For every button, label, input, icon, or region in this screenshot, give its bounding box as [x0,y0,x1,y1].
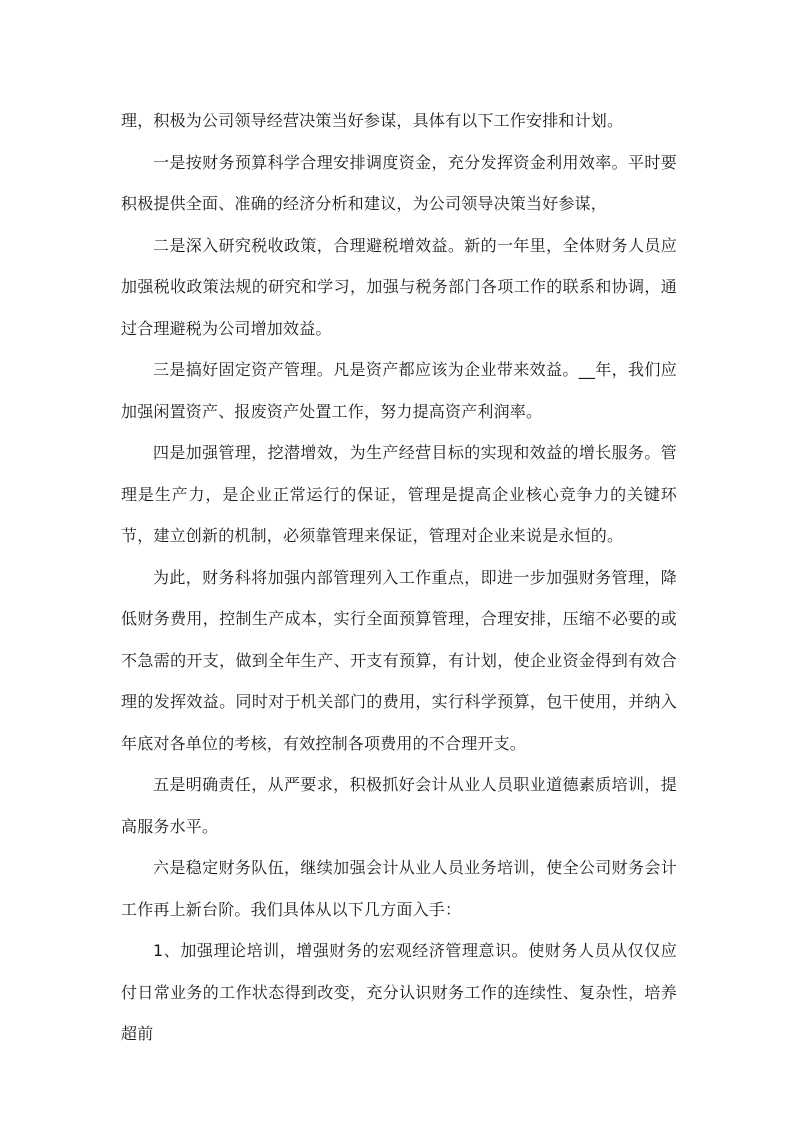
paragraph-5: 四是加强管理，挖潜增效，为生产经营目标的实现和效益的增长服务。管理是生产力，是企业正常运行的保证，管理是提高企业核心竞争力的关键环节，建立创新的机制，必须靠管理来保证，管理对企业来说是永恒的。 [121,443,677,545]
document-body [121,100,677,1055]
paragraph-7: 五是明确责任，从严要求，积极抓好会计从业人员职业道德素质培训，提高服务水平。 [121,775,677,836]
paragraph-1: 理，积极为公司领导经营决策当好参谋，具体有以下工作安排和计划。 [121,111,624,130]
paragraph-8: 六是稳定财务队伍，继续加强会计从业人员业务培训，使全公司财务会计工作再上新台阶。我们具体从以下几方面入手： [121,858,677,919]
paragraph-3: 二是深入研究税收政策，合理避税增效益。新的一年里，全体财务人员应加强税收政策法规的研究和学习，加强与税务部门各项工作的联系和协调，通过合理避税为公司增加效益。 [121,235,677,338]
paragraph-6: 为此，财务科将加强内部管理列入工作重点，即进一步加强财务管理，降低财务费用，控制生产成本，实行全面预算管理，合理安排，压缩不必要的或不急需的开支，做到全年生产、开支有预算，有计划，使企业资金得到有效合理的发挥效益。同时对于机关部门的费用，实行科学预算，包干使用，并纳入年底对各单位的考核，有效控制各项费用的不合理开支。 [121,567,677,753]
paragraph-9: 1、加强理论培训，增强财务的宏观经济管理意识。使财务人员从仅仅应付日常业务的工作状态得到改变，充分认识财务工作的连续性、复杂性，培养超前 [121,941,677,1043]
paragraph-2: 一是按财务预算科学合理安排调度资金，充分发挥资金利用效率。平时要积极提供全面、准确的经济分析和建议，为公司领导决策当好参谋， [121,152,677,213]
paragraph-4: 三是搞好固定资产管理。凡是资产都应该为企业带来效益。__年，我们应加强闲置资产、报废资产处置工作，努力提高资产利润率。 [121,360,677,421]
